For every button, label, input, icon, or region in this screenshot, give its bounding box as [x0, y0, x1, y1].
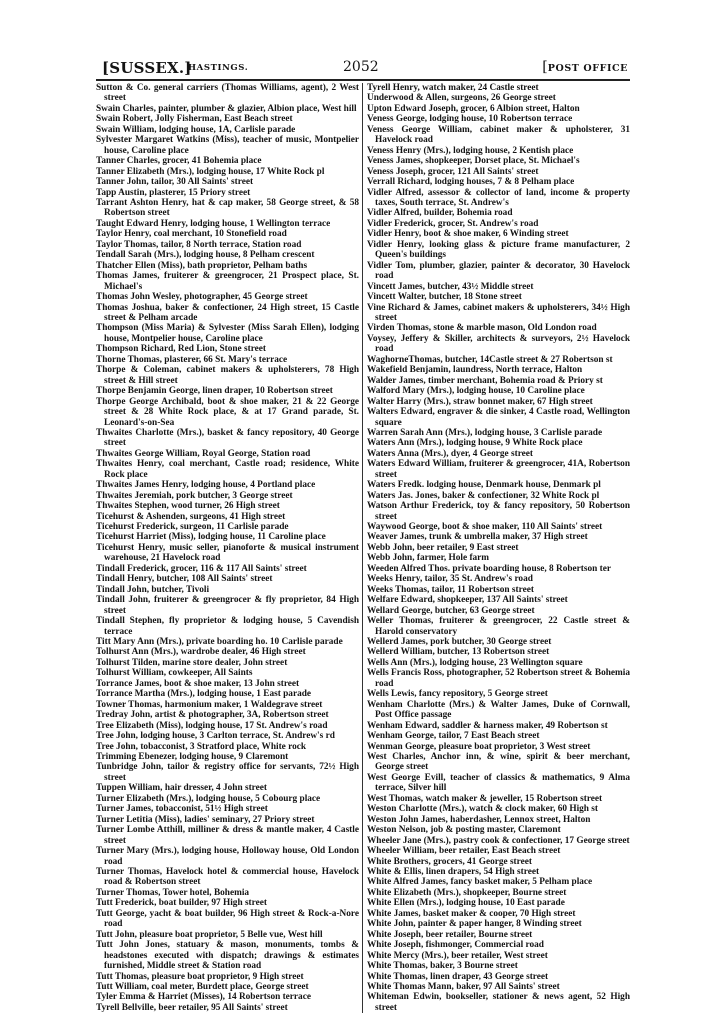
directory-entry: Tapp Austin, plasterer, 15 Priory street [96, 187, 251, 198]
directory-entry: Taylor Henry, coal merchant, 10 Stonefield road [96, 229, 287, 240]
directory-entry: Tunbridge John, tailor & registry office for servants, 72½ High street [96, 762, 359, 783]
directory-entry: Turner Thomas, Tower hotel, Bohemia [96, 887, 250, 898]
directory-entry: Waters Anna (Mrs.), dyer, 4 George street [367, 448, 534, 459]
directory-entry: Vincett Walter, butcher, 18 Stone street [367, 292, 522, 303]
directory-entry: Ticehurst Henry, music seller, pianoforte & musical instrument warehouse, 21 Havelock road [96, 542, 359, 564]
directory-entry: Tuppen William, hair dresser, 4 John street [96, 783, 267, 794]
directory-entry: Tindall John, fruiterer & greengrocer & fly proprietor, 84 High street [96, 595, 359, 616]
directory-entry: Thomas John Wesley, photographer, 45 George street [96, 292, 308, 303]
directory-entry: Veness James, shopkeeper, Dorset place, St. Michael's [367, 156, 580, 167]
directory-entry: Ticehurst Frederick, surgeon, 11 Carlisle parade [96, 522, 289, 533]
directory-entry: Waters Edward William, fruiterer & greengrocer, 41A, Robertson street [367, 459, 630, 480]
directory-entry: Warren Sarah Ann (Mrs.), lodging house, 3 Carlisle parade [367, 427, 603, 438]
directory-entry: Titt Mary Ann (Mrs.), private boarding ho. 10 Carlisle parade [96, 637, 343, 648]
directory-entry: Tree John, lodging house, 3 Carlton terrace, St. Andrew's rd [96, 731, 335, 742]
directory-entry: Taught Edward Henry, lodging house, 1 Wellington terrace [96, 218, 331, 229]
directory-entry: Vine Richard & James, cabinet makers & upholsterers, 34½ High street [367, 302, 630, 323]
directory-entry: West George Evill, teacher of classics & mathematics, 9 Alma terrace, Silver hill [367, 772, 630, 794]
directory-entry: Ticehurst & Ashenden, surgeons, 41 High street [96, 511, 286, 522]
directory-entry: Vidler Alfred, builder, Bohemia road [367, 208, 513, 219]
directory-entry: Upton Edward Joseph, grocer, 6 Albion street, Halton [367, 103, 580, 114]
directory-entry: Sutton & Co. general carriers (Thomas Williams, agent), 2 West street [96, 83, 359, 104]
directory-entry: Weaver James, trunk & umbrella maker, 37 High street [367, 532, 588, 543]
directory-entry: Veness Joseph, grocer, 121 All Saints' street [367, 166, 539, 177]
directory-entry: Tanner John, tailor, 30 All Saints' street [96, 177, 254, 188]
right-column [363, 83, 630, 1013]
bracket: [ [542, 59, 548, 75]
directory-entry: Tutt John, pleasure boat proprietor, 5 Belle vue, West hill [96, 929, 323, 940]
directory-entry: Thwaites Henry, coal merchant, Castle road; residence, White Rock place [96, 459, 359, 480]
directory-entry: West Thomas, watch maker & jeweller, 15 Robertson street [367, 793, 603, 804]
directory-entry: White Thomas Mann, baker, 97 All Saints' street [367, 981, 560, 992]
header-rule [96, 79, 630, 81]
directory-entry: Thorpe Benjamin George, linen draper, 10 Robertson street [96, 386, 333, 397]
directory-entry: Waters Fredk. lodging house, Denmark house, Denmark pl [367, 480, 601, 491]
directory-entry: Tutt Frederick, boat builder, 97 High street [96, 898, 267, 909]
directory-entry: Wakefield Benjamin, laundress, North terrace, Halton [367, 365, 583, 376]
directory-entry: Trimming Ebenezer, lodging house, 9 Claremont [96, 752, 289, 762]
directory-entry: Veness George, lodging house, 10 Robertson terrace [367, 114, 573, 125]
directory-entry: White James, basket maker & cooper, 70 High street [367, 908, 576, 919]
directory-entry: Vidler Tom, plumber, glazier, painter & decorator, 30 Havelock road [367, 260, 630, 282]
directory-entry: Weeks Thomas, tailor, 11 Robertson street [367, 584, 534, 595]
directory-entry: Vidler Alfred, assessor & collector of land, income & property taxes, South terrace, St. Andrew's [367, 187, 630, 208]
directory-entry: Turner Letitia (Miss), ladies' seminary, 27 Priory street [96, 814, 315, 825]
directory-entry: Weller Thomas, fruiterer & greengrocer, 22 Castle street & Harold conservatory [367, 616, 630, 637]
directory-entry: Swain William, lodging house, 1A, Carlisle parade [96, 124, 296, 135]
page-number: 2052 [343, 59, 379, 75]
directory-entry: Thwaites James Henry, lodging house, 4 Portland place [96, 480, 316, 491]
directory-entry: White Thomas, baker, 3 Bourne street [367, 961, 518, 972]
directory-entry: West Charles, Anchor inn, & wine, spirit & beer merchant, George street [367, 752, 630, 773]
directory-entry: Swain Charles, painter, plumber & glazier, Albion place, West hill [96, 103, 357, 114]
directory-entry: Whiteman Edwin, bookseller, stationer & news agent, 52 High street [367, 992, 630, 1013]
directory-entry: Tutt John Jones, statuary & mason, monuments, tombs & headstones executed with dispatch; drawings & estimates furnished, Middle street & Station road [96, 940, 359, 972]
directory-entry: Weston John James, haberdasher, Lennox street, Halton [367, 814, 591, 825]
directory-entry: Tyrell Henry, watch maker, 24 Castle street [367, 83, 539, 93]
directory-entry: Thomas Joshua, baker & confectioner, 24 High street, 15 Castle street & Pelham arcade [96, 302, 359, 323]
directory-entry: White Thomas, linen draper, 43 George street [367, 971, 549, 982]
directory-title [542, 59, 628, 75]
directory-entry: Vincett James, butcher, 43½ Middle street [367, 281, 534, 292]
directory-entry: Thwaites Jeremiah, pork butcher, 3 George street [96, 490, 293, 501]
directory-entry: Webb John, beer retailer, 9 East street [367, 542, 519, 553]
directory-entry: Veness Henry (Mrs.), lodging house, 2 Kentish place [367, 145, 574, 156]
directory-entry: Wenham Edward, saddler & harness maker, 49 Robertson st [367, 720, 608, 731]
directory-entry: White Alfred James, fancy basket maker, 5 Pelham place [367, 877, 593, 888]
directory-entry: Weeden Alfred Thos. private boarding house, 8 Robertson ter [367, 563, 611, 574]
directory-entry: Thorne Thomas, plasterer, 66 St. Mary's terrace [96, 354, 288, 365]
directory-entry: White Brothers, grocers, 41 George street [367, 856, 532, 867]
directory-entry: White Mercy (Mrs.), beer retailer, West street [367, 950, 548, 961]
directory-entry: Waywood George, boot & shoe maker, 110 All Saints' street [367, 522, 603, 533]
directory-entry: Torrance Martha (Mrs.), lodging house, 1 East parade [96, 689, 312, 700]
directory-entry: Walford Mary (Mrs.), lodging house, 10 Caroline place [367, 386, 585, 397]
left-column [96, 83, 363, 1013]
directory-entry: Turner Mary (Mrs.), lodging house, Holloway house, Old London road [96, 846, 359, 867]
directory-entry: Weeks Henry, tailor, 35 St. Andrew's road [367, 574, 533, 585]
directory-entry: Wenham George, tailor, 7 East Beach street [367, 731, 540, 742]
directory-entry: Tutt William, coal meter, Burdett place, George street [96, 981, 309, 992]
directory-entry: Tutt Thomas, pleasure boat proprietor, 9 High street [96, 971, 304, 982]
directory-entry: Tolhurst Ann (Mrs.), wardrobe dealer, 46 High street [96, 647, 306, 658]
directory-entry: Thwaites Stephen, wood turner, 26 High street [96, 501, 280, 512]
directory-entry: Welfare Edward, shopkeeper, 137 All Saints' street [367, 595, 568, 606]
directory-entry: Tindall John, butcher, Tivoli [96, 584, 210, 595]
directory-entry: Waters Ann (Mrs.), lodging house, 9 White Rock place [367, 438, 583, 449]
directory-entry: Virden Thomas, stone & marble mason, Old London road [367, 323, 597, 334]
directory-entry: Webb John, farmer, Hole farm [367, 553, 490, 564]
directory-entry: Vidler Frederick, grocer, St. Andrew's road [367, 218, 539, 229]
directory-entry: Tree Elizabeth (Miss), lodging house, 17 St. Andrew's road [96, 720, 328, 731]
directory-entry: Tolhurst William, cowkeeper, All Saints [96, 668, 253, 679]
directory-entry: Weston Charlotte (Mrs.), watch & clock maker, 60 High st [367, 804, 599, 815]
directory-entry: Wellerd William, butcher, 13 Robertson street [367, 647, 550, 658]
directory-entry: Watson Arthur Frederick, toy & fancy repository, 50 Robertson street [367, 501, 630, 522]
directory-entry: Wells Ann (Mrs.), lodging house, 23 Wellington square [367, 657, 583, 668]
directory-entry: Wells Francis Ross, photographer, 52 Robertson street & Bohemia road [367, 668, 630, 689]
directory-entry: Tindall Frederick, grocer, 116 & 117 All Saints' street [96, 563, 307, 574]
directory-entry: White Joseph, fishmonger, Commercial road [367, 940, 544, 951]
directory-entry: Tree John, tobacconist, 3 Stratford place, White rock [96, 741, 307, 752]
directory-title-text: POST OFFICE [547, 63, 628, 74]
directory-entry: Verrall Richard, lodging houses, 7 & 8 Pelham place [367, 177, 575, 188]
directory-entry: Torrance James, boot & shoe maker, 13 John street [96, 678, 300, 689]
directory-entry: Sylvester Margaret Watkins (Miss), teacher of music, Montpelier house, Caroline place [96, 135, 359, 156]
directory-entry: White & Ellis, linen drapers, 54 High street [367, 866, 540, 877]
directory-entry: White John, painter & paper hanger, 8 Winding street [367, 919, 582, 930]
directory-entry: Thomas James, fruiterer & greengrocer, 21 Prospect place, St. Michael's [96, 271, 359, 292]
directory-entry: Ticehurst Harriet (Miss), lodging house, 11 Caroline place [96, 532, 326, 543]
directory-entry: Tanner Charles, grocer, 41 Bohemia place [96, 156, 262, 167]
columns [96, 83, 630, 1013]
directory-entry: Thompson Richard, Red Lion, Stone street [96, 344, 267, 355]
directory-entry: Tyler Emma & Harriet (Misses), 14 Robertson terrace [96, 992, 311, 1003]
directory-entry: White Ellen (Mrs.), lodging house, 10 East parade [367, 898, 565, 909]
directory-entry: Taylor Thomas, tailor, 8 North terrace, Station road [96, 239, 302, 250]
directory-entry: Turner Thomas, Havelock hotel & commercial house, Havelock road & Robertson street [96, 866, 359, 888]
directory-entry: Towner Thomas, harmonium maker, 1 Waldegrave street [96, 699, 323, 710]
directory-entry: Tindall Henry, butcher, 108 All Saints' street [96, 574, 273, 585]
town-heading: HASTINGS. [188, 63, 249, 73]
directory-entry: Wellerd James, pork butcher, 30 George street [367, 637, 552, 648]
directory-entry: Tutt George, yacht & boat builder, 96 High street & Rock-a-Nore road [96, 908, 359, 930]
directory-entry: Wheeler Jane (Mrs.), pastry cook & confectioner, 17 George street [367, 835, 630, 846]
directory-entry: Wellard George, butcher, 63 George street [367, 605, 535, 616]
directory-entry: Vidler Henry, boot & shoe maker, 6 Winding street [367, 229, 569, 240]
directory-entry: White Elizabeth (Mrs.), shopkeeper, Bourne street [367, 887, 567, 898]
directory-entry: Wenman George, pleasure boat proprietor, 3 West street [367, 741, 591, 752]
directory-entry: Thorpe & Coleman, cabinet makers & upholsterers, 78 High street & Hill street [96, 365, 359, 386]
directory-entry: Walter Harry (Mrs.), straw bonnet maker, 67 High street [367, 396, 593, 407]
directory-entry: Tyrell Bellville, beer retailer, 95 All Saints' street [96, 1002, 288, 1013]
directory-entry: Wenham Charlotte (Mrs.) & Walter James, Duke of Cornwall, Post Office passage [367, 699, 630, 721]
directory-entry: Thatcher Ellen (Miss), bath proprietor, Pelham baths [96, 260, 308, 271]
directory-entry: Thwaites George William, Royal George, Station road [96, 448, 311, 459]
page-header [96, 58, 630, 78]
directory-entry: Thorpe George Archibald, boot & shoe maker, 21 & 22 George street & 28 White Rock place, & at 17 Grand parade, St. Leonard's-on-Sea [96, 396, 359, 428]
directory-entry: Walters Edward, engraver & die sinker, 4 Castle road, Wellington square [367, 407, 630, 428]
directory-entry: Vidler Henry, looking glass & picture frame manufacturer, 2 Queen's buildings [367, 239, 630, 261]
directory-entry: Tendall Sarah (Mrs.), lodging house, 8 Pelham crescent [96, 250, 315, 261]
directory-entry: White Joseph, beer retailer, Bourne street [367, 929, 533, 940]
directory-entry: Turner James, tobacconist, 51½ High street [96, 804, 268, 815]
directory-entry: WaghorneThomas, butcher, 14Castle street & 27 Robertson st [367, 354, 613, 365]
directory-entry: Underwood & Allen, surgeons, 26 George street [367, 93, 556, 104]
directory-entry: Weston Nelson, job & posting master, Claremont [367, 825, 561, 836]
directory-entry: Veness George William, cabinet maker & upholsterer, 31 Havelock road [367, 124, 630, 146]
directory-entry: Tanner Elizabeth (Mrs.), lodging house, 17 White Rock pl [96, 166, 325, 177]
directory-entry: Turner Elizabeth (Mrs.), lodging house, 5 Cobourg place [96, 793, 321, 804]
directory-entry: Walder James, timber merchant, Bohemia road & Priory st [367, 375, 603, 386]
directory-entry: Wheeler William, beer retailer, East Beach street [367, 846, 561, 857]
directory-entry: Tarrant Ashton Henry, hat & cap maker, 58 George street, & 58 Robertson street [96, 197, 359, 219]
county-heading: [SUSSEX.] [102, 59, 192, 77]
directory-entry: Thompson (Miss Maria) & Sylvester (Miss Sarah Ellen), lodging house, Montpelier house, Caroline place [96, 323, 359, 344]
directory-entry: Tolhurst Tilden, marine store dealer, John street [96, 657, 288, 668]
directory-page [96, 58, 630, 1013]
directory-entry: Wells Lewis, fancy repository, 5 George street [367, 689, 548, 700]
directory-entry: Swain Robert, Jolly Fisherman, East Beach street [96, 114, 293, 125]
directory-entry: Thwaites Charlotte (Mrs.), basket & fancy repository, 40 George street [96, 427, 359, 449]
directory-entry: Waters Jas. Jones, baker & confectioner, 32 White Rock pl [367, 490, 600, 501]
directory-entry: Tindall Stephen, fly proprietor & lodging house, 5 Cavendish terrace [96, 616, 359, 637]
directory-entry: Turner Lombe Atthill, milliner & dress & mantle maker, 4 Castle street [96, 825, 359, 846]
directory-entry: Voysey, Jeffery & Skiller, architects & surveyors, 2½ Havelock road [367, 333, 630, 355]
directory-entry: Tredray John, artist & photographer, 3A, Robertson street [96, 710, 329, 721]
